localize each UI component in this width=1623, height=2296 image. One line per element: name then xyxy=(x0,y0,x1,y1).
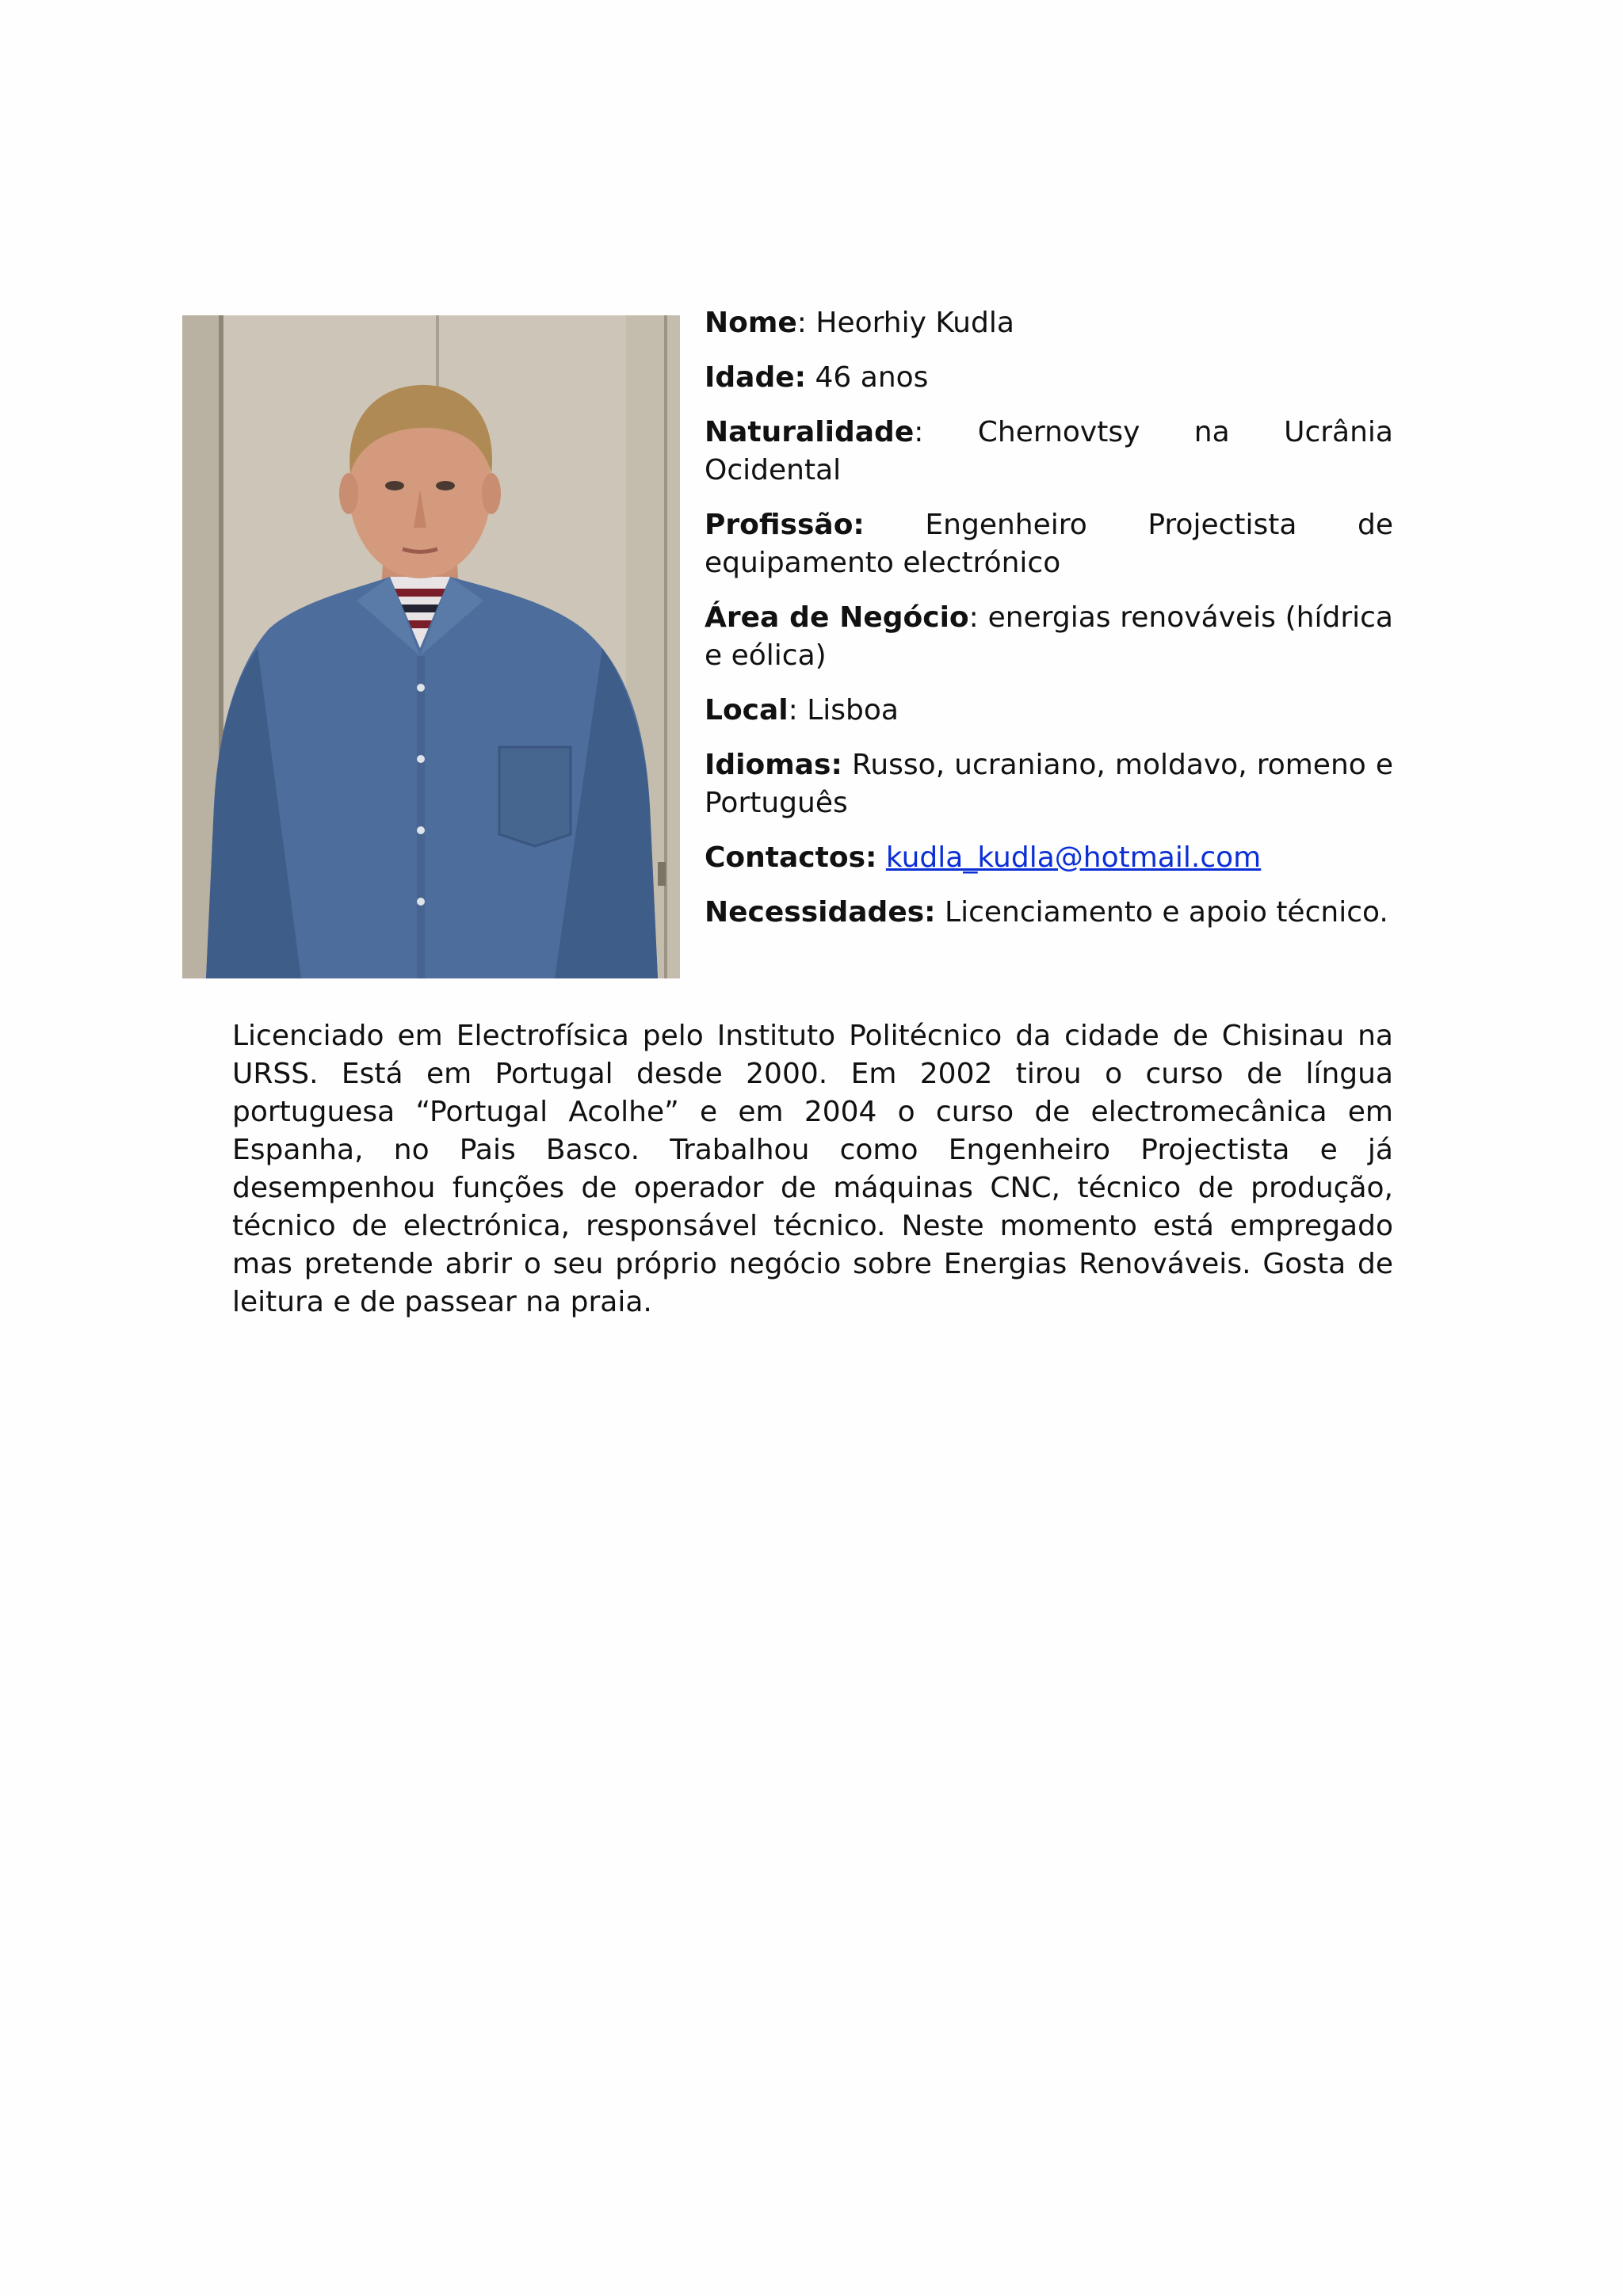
field-separator: : xyxy=(796,307,816,339)
field-profession xyxy=(705,506,1393,582)
field-separator: : xyxy=(788,694,808,727)
field-label: Profissão: xyxy=(705,509,865,541)
field-value: 46 anos xyxy=(815,361,929,394)
field-value: Chernovtsy na Ucrânia Ocidental xyxy=(705,416,1393,486)
field-value: Russo, ucraniano, moldavo, romeno e Português xyxy=(705,749,1393,819)
field-label: Local xyxy=(705,694,789,727)
field-separator xyxy=(936,896,945,929)
field-separator: : xyxy=(914,416,978,448)
field-origin xyxy=(705,414,1393,490)
field-label: Naturalidade xyxy=(705,416,915,448)
field-value: Lisboa xyxy=(807,694,899,727)
field-separator xyxy=(876,841,885,874)
field-label: Idiomas: xyxy=(705,749,842,781)
field-label: Nome xyxy=(705,307,797,339)
field-contacts xyxy=(705,839,1393,877)
field-separator xyxy=(842,749,852,781)
field-value: Licenciamento e apoio técnico. xyxy=(945,896,1388,929)
field-label: Contactos: xyxy=(705,841,877,874)
field-location xyxy=(705,692,1393,730)
field-value: energias renováveis (hídrica e eólica) xyxy=(705,601,1393,672)
field-age xyxy=(705,359,1393,397)
field-value: Engenheiro Projectista de equipamento electrónico xyxy=(705,509,1393,579)
bio-paragraph: Licenciado em Electrofísica pelo Instituto Politécnico da cidade de Chisinau na URSS. Está em Portugal desde 2000. Em 2002 tirou o curso de língua portuguesa “Portugal Acolhe” e em 2004 o curso de electromecânica em Espanha, no Pais Basco. Trabalhou como Engenheiro Projectista e já desempenhou funções de operador de máquinas CNC, técnico de produção, técnico de electrónica, responsável técnico. Neste momento está empregado mas pretende abrir o seu próprio negócio sobre Energias Renováveis. Gosta de leitura e de passear na praia. xyxy=(232,1020,1393,1318)
field-business-area xyxy=(705,599,1393,675)
field-separator xyxy=(865,509,926,541)
field-label: Área de Negócio xyxy=(705,601,969,634)
profile-fields xyxy=(705,304,1393,948)
field-separator xyxy=(806,361,815,394)
profile-photo xyxy=(182,315,680,978)
field-value: Heorhiy Kudla xyxy=(815,307,1014,339)
email-link[interactable]: kudla_kudla@hotmail.com xyxy=(885,841,1262,874)
field-separator: : xyxy=(968,601,988,634)
field-name xyxy=(705,304,1393,342)
field-needs xyxy=(705,894,1393,932)
field-label: Idade: xyxy=(705,361,807,394)
field-languages xyxy=(705,746,1393,822)
field-label: Necessidades: xyxy=(705,896,936,929)
